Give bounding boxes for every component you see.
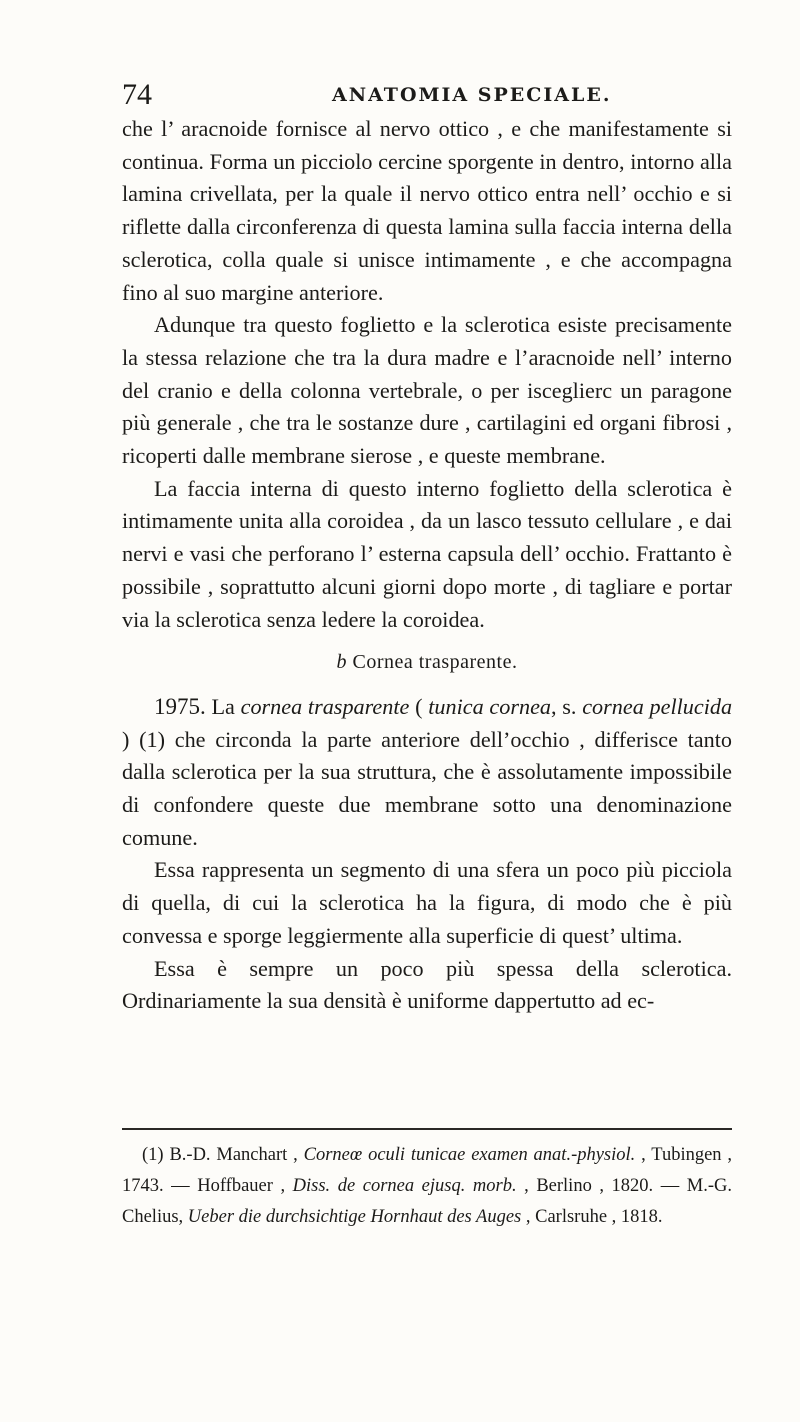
footnote-1 [122,1140,732,1233]
paren-close: ) [122,726,130,752]
footnote-place-1: , Tubingen , 1743. — Hoffbauer , [122,1145,733,1196]
section-heading [122,646,732,679]
paragraph-segmento: Essa rappresenta un segmento di una sfera un poco più picciola di quella, di cui la sclerotica ha la figura, di modo che è più convessa e sporge leggiermente alla superficie di quest’ ultima. [122,857,732,948]
page-number: 74 [122,78,152,111]
page-header [122,78,722,118]
paren-open: ( [415,693,423,719]
paragraph-number: 1975. [154,693,206,719]
paragraph-adunque: Adunque tra questo foglietto e la sclerotica esiste precisamente la stessa relazione che tra la dura madre e l’aracnoide nell’ interno del cranio e della colonna vertebrale, o per isceglierc un paragone più generale , che tra le sostanze dure , cartilagini ed organi fibrosi , ricoperti dalle membrane sierose , e queste membrane. [122,312,732,469]
term-cornea-trasparente: cornea trasparente [240,693,410,719]
paragraph-spessa: Essa è sempre un poco più spessa della sclerotica. Ordinariamente la sua densità è uniforme dappertutto ad ec- [122,955,732,1014]
latin-term-2: cornea pellucida [582,693,733,719]
footnote-title-2: Diss. de cornea ejusq. morb. [292,1176,517,1196]
paragraph-faccia-interna: La faccia interna di questo interno foglietto della sclerotica è intimamente unita alla coroidea , da un lasco tessuto cellulare , e dai nervi e vasi che perforano l’ esterna capsula dell’ occhio. Frattanto è possibile , soprattutto alcuni giorni dopo morte , di tagliare e portar via la sclerotica senza ledere la coroidea. [122,475,732,632]
latin-term-1: tunica cornea [428,693,552,719]
abbrev-s: s. [562,693,577,719]
footnote-title-3: Ueber die durchsichtige Hornhaut des Auges [187,1207,522,1227]
footnotes [122,1140,732,1233]
footnote-reference: (1) [139,726,165,752]
section-letter: b [336,651,347,674]
paragraph-1975-rest: che circonda la parte anteriore dell’occhio , differisce tanto dalla sclerotica per la sua struttura, che è assolutamente impossibile di confondere queste due membrane sotto una denominazione comune. [122,726,733,850]
footnote-title-1: Corneœ oculi tunicae examen anat.-physiol. [303,1145,636,1165]
footnote-place-3: , Carlsruhe , 1818. [525,1207,663,1227]
paragraph-1975 [122,691,732,855]
running-title: ANATOMIA SPECIALE. [332,84,612,106]
paragraph-continuation: che l’ aracnoide fornisce al nervo ottico , e che manifestamente si continua. Forma un picciolo cercine sporgente in dentro, intorno alla lamina crivellata, per la quale il nervo ottico entra nell’ occhio e si riflette dalla circonferenza di questa lamina sulla faccia interna della sclerotica, colla quale si unisce intimamente , e che accompagna fino al suo margine anteriore. [122,116,732,305]
footnote-marker: (1) [142,1145,164,1165]
body-text [122,113,732,1018]
footnote-rule [122,1128,732,1130]
section-title: Cornea trasparente. [352,651,518,674]
paragraph-lead: La [211,693,235,719]
comma: , [551,693,557,719]
footnote-place-2: , Berlino , 1820. — M.-G. Chelius, [122,1176,733,1227]
footnote-author-1: B.-D. Manchart , [169,1145,298,1165]
